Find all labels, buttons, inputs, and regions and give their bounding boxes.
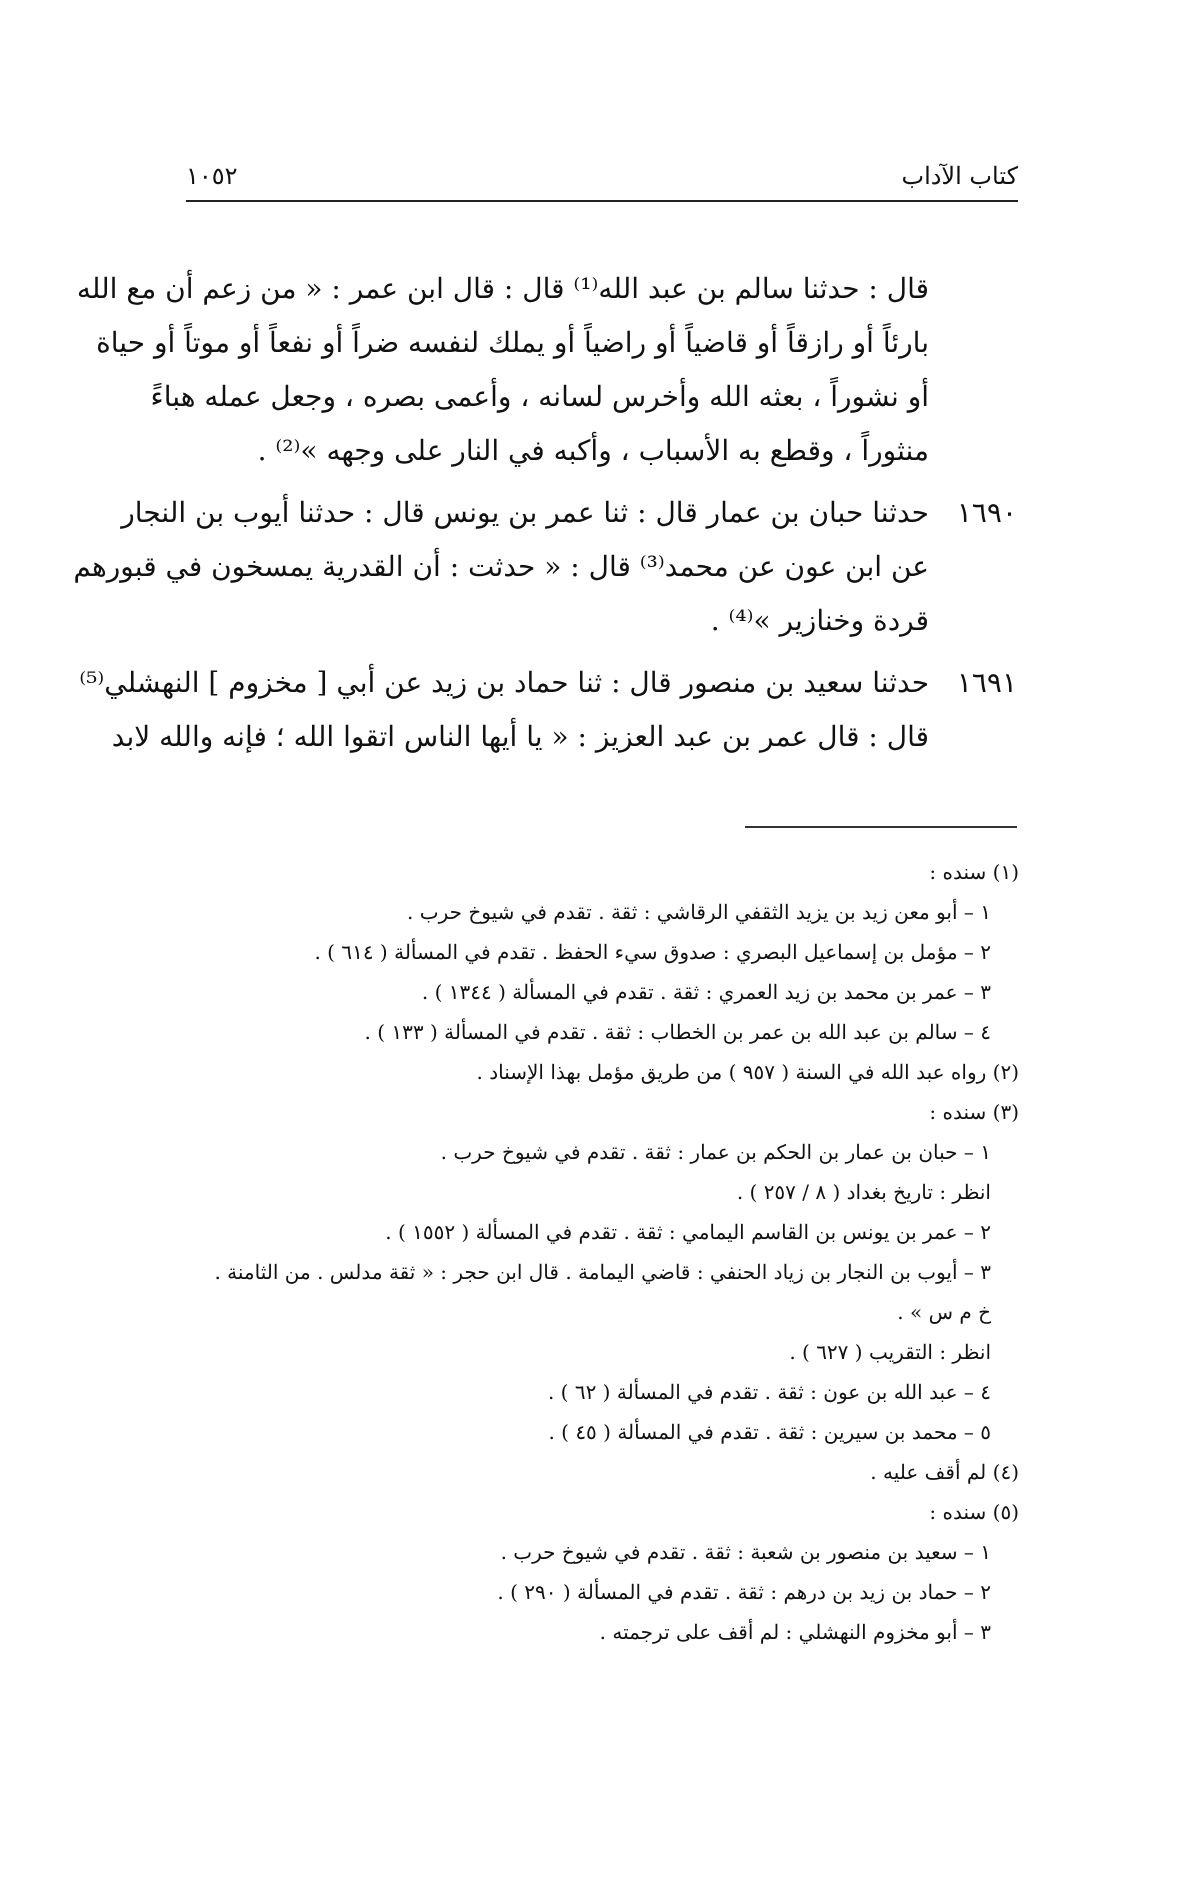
footnote-item: ٣ – أبو مخزوم النهشلي : لم أقف على ترجمته . bbox=[599, 1620, 991, 1644]
footnote-item: ٢ – حماد بن زيد بن درهم : ثقة . تقدم في المسألة ( ٢٩٠ ) . bbox=[497, 1580, 991, 1604]
footnote-item: ١ – سعيد بن منصور بن شعبة : ثقة . تقدم في شيوخ حرب . bbox=[500, 1540, 991, 1564]
text-line: قردة وخنازير »⁽⁴⁾ . bbox=[710, 604, 929, 637]
footnote-item: انظر : تاريخ بغداد ( ٨ / ٢٥٧ ) . bbox=[736, 1180, 991, 1204]
text-line: حدثنا حبان بن عمار قال : ثنا عمر بن يونس قال : حدثنا أيوب بن النجار bbox=[121, 496, 929, 529]
paragraph-continuation bbox=[76, 262, 1017, 478]
text-line: قال : حدثنا سالم بن عبد الله⁽¹⁾ قال : قال ابن عمر : « من زعم أن مع الله bbox=[76, 272, 929, 305]
book-title: كتاب الآداب bbox=[901, 162, 1018, 190]
hadith-1690 bbox=[73, 486, 1017, 648]
footnote-2: (٢) رواه عبد الله في السنة ( ٩٥٧ ) من طريق مؤمل بهذا الإسناد . bbox=[476, 1060, 1019, 1084]
footnote-item: ٣ – أيوب بن النجار بن زياد الحنفي : قاضي اليمامة . قال ابن حجر : « ثقة مدلس . من الثامنة . bbox=[214, 1260, 991, 1284]
text-line: أو نشوراً ، بعثه الله وأخرس لسانه ، وأعمى بصره ، وجعل عمله هباءً bbox=[150, 380, 929, 413]
text-line: منثوراً ، وقطع به الأسباب ، وأكبه في النار على وجهه »⁽²⁾ . bbox=[257, 434, 929, 467]
text-line: عن ابن عون عن محمد⁽³⁾ قال : « حدثت : أن القدرية يمسخون في قبورهم bbox=[73, 550, 929, 583]
footnote-3-heading: (٣) سنده : bbox=[929, 1100, 1019, 1124]
footnote-1-heading: (١) سنده : bbox=[929, 860, 1019, 884]
footnote-item: خ م س » . bbox=[897, 1300, 991, 1324]
text-line: حدثنا سعيد بن منصور قال : ثنا حماد بن زيد عن أبي [ مخزوم ] النهشلي⁽⁵⁾ bbox=[79, 666, 929, 699]
footnote-item: ٤ – عبد الله بن عون : ثقة . تقدم في المسألة ( ٦٢ ) . bbox=[547, 1380, 991, 1404]
footnote-item: ٤ – سالم بن عبد الله بن عمر بن الخطاب : ثقة . تقدم في المسألة ( ١٣٣ ) . bbox=[364, 1020, 991, 1044]
hadith-number: ١٦٩٠ bbox=[956, 496, 1017, 529]
footnote-separator bbox=[745, 826, 1017, 828]
footnote-item: ٢ – عمر بن يونس بن القاسم اليمامي : ثقة . تقدم في المسألة ( ١٥٥٢ ) . bbox=[385, 1220, 991, 1244]
footnote-item: ٢ – مؤمل بن إسماعيل البصري : صدوق سيء الحفظ . تقدم في المسألة ( ٦١٤ ) . bbox=[314, 940, 991, 964]
hadith-number: ١٦٩١ bbox=[956, 666, 1017, 699]
footnotes bbox=[169, 852, 1019, 1652]
page-number: ١٠٥٢ bbox=[186, 162, 238, 190]
footnote-item: ٥ – محمد بن سيرين : ثقة . تقدم في المسألة ( ٤٥ ) . bbox=[548, 1420, 991, 1444]
page-header bbox=[186, 160, 1018, 202]
footnote-item: ١ – أبو معن زيد بن يزيد الثقفي الرقاشي : ثقة . تقدم في شيوخ حرب . bbox=[407, 900, 991, 924]
text-line: بارئاً أو رازقاً أو قاضياً أو راضياً أو يملك لنفسه ضراً أو نفعاً أو موتاً أو حياة bbox=[96, 326, 929, 359]
footnote-item: انظر : التقريب ( ٦٢٧ ) . bbox=[789, 1340, 991, 1364]
footnote-item: ١ – حبان بن عمار بن الحكم بن عمار : ثقة . تقدم في شيوخ حرب . bbox=[440, 1140, 991, 1164]
footnote-4: (٤) لم أقف عليه . bbox=[870, 1460, 1019, 1484]
hadith-1691 bbox=[79, 656, 1017, 764]
text-line: قال : قال عمر بن عبد العزيز : « يا أيها الناس اتقوا الله ؛ فإنه والله لابد bbox=[111, 720, 929, 753]
main-text bbox=[73, 262, 1017, 772]
footnote-5-heading: (٥) سنده : bbox=[929, 1500, 1019, 1524]
footnote-item: ٣ – عمر بن محمد بن زيد العمري : ثقة . تقدم في المسألة ( ١٣٤٤ ) . bbox=[421, 980, 991, 1004]
